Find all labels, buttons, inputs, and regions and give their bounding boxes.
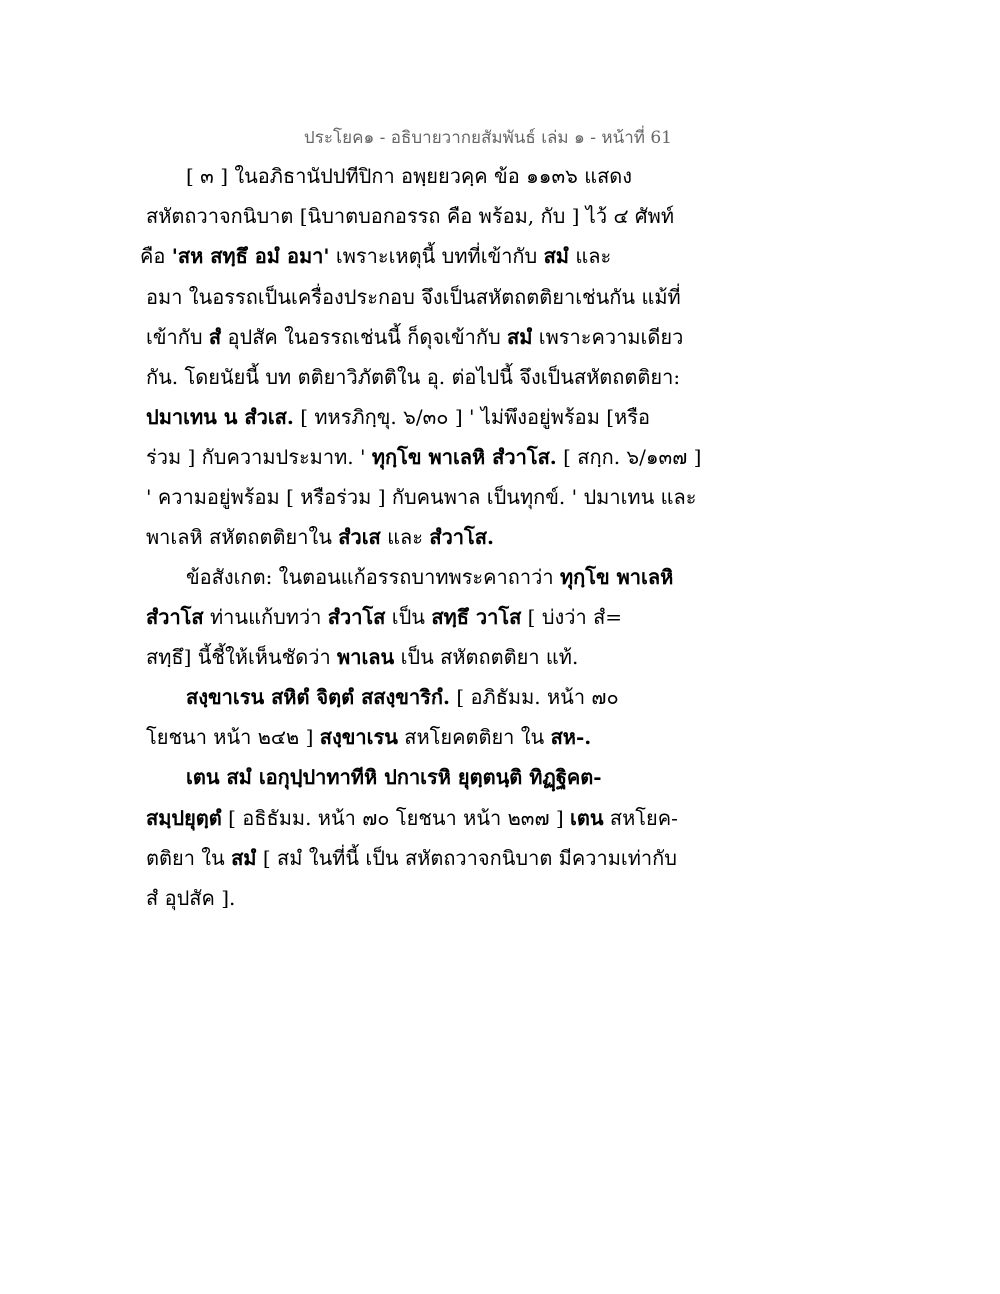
bold-text-run: ทุกฺโข พาเลหิ สํวาโส. — [371, 445, 557, 469]
bold-text-run: สมํ — [507, 325, 533, 349]
bold-text-run: สํวาโส — [146, 605, 204, 629]
text-run: ร่วม ] กับความประมาท. ' — [146, 445, 372, 469]
text-run: สหโยคตติยา ใน — [397, 725, 551, 749]
text-run: ข้อสังเกต: ในตอนแก้อรรถบาทพระคาถาว่า — [186, 565, 560, 589]
text-line — [186, 767, 602, 787]
bold-text-run: สมํ — [543, 244, 569, 268]
text-line — [146, 367, 680, 387]
text-run: [ สกฺก. ๖/๑๓๗ ] — [556, 445, 702, 469]
text-run: อุปสัค ในอรรถเช่นนี้ ก็ดุจเข้ากับ — [221, 325, 508, 349]
text-line — [146, 607, 622, 627]
bold-text-run: สํ — [208, 325, 222, 349]
bold-text-run: เตน สมํ เอกุปฺปาทาทีหิ ปกาเรหิ ยุตฺตนฺติ ทิฏฺฐิคต- — [186, 765, 602, 789]
text-line — [186, 166, 632, 186]
text-run: กัน. โดยนัยนี้ บท ตติยาวิภัตติใน อุ. ต่อไปนี้ จึงเป็นสหัตถตติยา: — [146, 365, 681, 389]
text-run: โยชนา หน้า ๒๔๒ ] — [146, 725, 320, 749]
bold-text-run: สห-. — [550, 725, 592, 749]
bold-text-run: สงฺขาเรน สหิตํ จิตฺตํ สสงฺขาริกํ. — [186, 685, 450, 709]
text-run: สหัตถวาจกนิบาต [นิบาตบอกอรรถ คือ พร้อม, กับ ] ไว้ ๔ ศัพท์ — [146, 204, 674, 228]
text-line — [186, 567, 673, 587]
text-run: เป็น — [385, 605, 432, 629]
text-run: สทฺธึ] นี้ชี้ให้เห็นชัดว่า — [146, 645, 338, 669]
text-run: [ อภิธัมม. หน้า ๗๐ — [449, 685, 619, 709]
text-run: ตติยา ใน — [146, 846, 232, 870]
bold-text-run: สทฺธึ วาโส — [431, 605, 522, 629]
bold-text-run: สงฺขาเรน — [319, 725, 398, 749]
text-run: [ สมํ ในที่นี้ เป็น สหัตถวาจกนิบาต มีความเท่ากับ — [256, 846, 677, 870]
text-line — [146, 487, 697, 507]
text-run: ' ความอยู่พร้อม [ หรือร่วม ] กับคนพาล เป็นทุกข์. ' ปมาเทน และ — [146, 485, 697, 509]
bold-text-run: เตน — [570, 806, 604, 830]
text-run: คือ — [140, 244, 172, 268]
text-line — [146, 327, 683, 347]
text-run: เข้ากับ — [146, 325, 209, 349]
text-run: และ — [380, 525, 430, 549]
bold-text-run: สมฺปยุตฺตํ — [146, 806, 222, 830]
page-header: ประโยค๑ - อธิบายวากยสัมพันธ์ เล่ม ๑ - หน้าที่ 61 — [303, 128, 672, 148]
text-run: [ ๓ ] ในอภิธานัปปทีปิกา อพฺยยวคฺค ข้อ ๑๑๓๖ แสดง — [186, 164, 633, 188]
text-line — [146, 287, 681, 307]
bold-text-run: สํวาโส. — [429, 525, 494, 549]
bold-text-run: สํวาโส — [327, 605, 386, 629]
text-line — [186, 687, 619, 707]
text-run: เป็น สหัตถตติยา แท้. — [394, 645, 579, 669]
bold-text-run: 'สห สทฺธึ อมํ อมา' — [171, 244, 330, 268]
bold-text-run: พาเลน — [337, 645, 395, 669]
text-run: [ อธิธัมม. หน้า ๗๐ โยชนา หน้า ๒๓๗ ] — [221, 806, 571, 830]
text-run: และ — [568, 244, 612, 268]
text-run: สํ อุปสัค ]. — [146, 886, 236, 910]
bold-text-run: สํวเส — [338, 525, 381, 549]
text-run: ท่านแก้บทว่า — [203, 605, 328, 629]
text-run: สหโยค- — [603, 806, 678, 830]
text-line — [146, 808, 678, 828]
text-run: [ บ่งว่า สํ= — [521, 605, 623, 629]
text-run: [ ทหรภิกฺขุ. ๖/๓๐ ] ' ไม่พึงอยู่พร้อม [หรือ — [293, 405, 650, 429]
text-line — [146, 447, 701, 467]
text-line — [146, 647, 578, 667]
text-run: อมา ในอรรถเป็นเครื่องประกอบ จึงเป็นสหัตถตติยาเช่นกัน แม้ที่ — [146, 285, 681, 309]
bold-text-run: ทุกฺโข พาเลหิ — [559, 565, 674, 589]
text-run: เพราะความเดียว — [532, 325, 684, 349]
text-line — [146, 848, 677, 868]
bold-text-run: สมํ — [231, 846, 257, 870]
text-line — [146, 888, 235, 908]
text-line — [146, 727, 591, 747]
text-run: เพราะเหตุนี้ บทที่เข้ากับ — [329, 244, 544, 268]
text-line — [140, 246, 611, 266]
text-line — [146, 206, 674, 226]
bold-text-run: ปมาเทน น สํวเส. — [146, 405, 294, 429]
text-line — [146, 407, 650, 427]
text-line — [146, 527, 494, 547]
text-run: พาเลหิ สหัตถตติยาใน — [146, 525, 339, 549]
